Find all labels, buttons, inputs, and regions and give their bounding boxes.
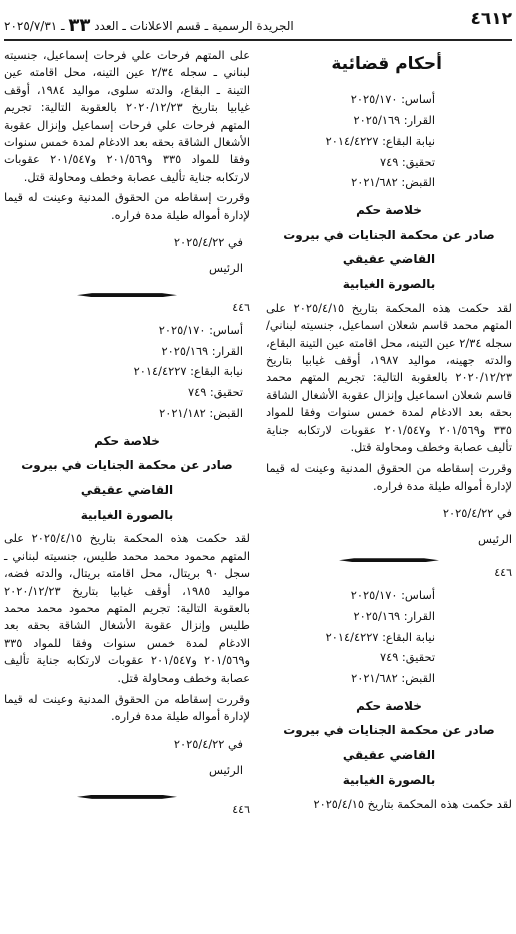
civil-rights-text: وقررت إسقاطه من الحقوق المدنية وعينت له قيما لإدارة أمواله طيلة مدة فراره. <box>266 461 512 493</box>
judge-heading: القاضي عقيقي <box>342 748 436 763</box>
court-heading: صادر عن محكمة الجنايات في بيروت <box>283 227 495 242</box>
right-column <box>266 50 512 813</box>
page-number: ٤٦١٢ <box>470 9 512 29</box>
header-date: ـ ٢٠٢٥/٧/٣١ <box>4 19 65 33</box>
case-basis: أساس: ٢٠٢٥/١٧٠ <box>350 92 435 107</box>
civil-rights-text: وقررت إسقاطه من الحقوق المدنية وعينت له قيما لإدارة أمواله طيلة مدة فراره. <box>4 692 250 724</box>
separator-ornament <box>77 293 177 297</box>
separator-rule <box>266 556 512 564</box>
judgment-date: في ٢٠٢٥/٤/٢٢ <box>442 506 512 521</box>
judgment-text: لقد حكمت هذه المحكمة بتاريخ ٢٠٢٥/٤/١٥ على المتهم محمود محمد محمد طليس، جنسيته لبناني ـ سجل ٩٠ بريتال، محل اقامته بريتال، والدته فضه، مواليد ١٩٨٥، أوقف غيابيا بتاريخ ٢٠٢٠/١٢/٢٣ بالعقوبة التالية: تجريم المتهم محمود محمد محمد طليس وإنزال عقوبة الأشغال الشاقة بحقه بعد الادغام لمدة خمس سنوات وفقا للمواد ٣٣٥ و٢٠١/٥٦٩ و٢٠١/٥٤٧ عقوبات لارتكابه جناية تأليف عصابة وخطف ومحاولة قتل. <box>4 531 251 685</box>
case-decision: القرار: ٢٠٢٥/١٦٩ <box>353 113 435 128</box>
judgment-text: على المتهم فرحات علي فرحات إسماعيل، جنسيته لبناني ـ سجله ٢/٣٤ عين التينه، محل اقامته عين التينة ـ البقاع، والدته سلوى، مواليد ١٩٨٤، أوقف غيابيا بتاريخ ٢٠٢٠/١٢/٢٣ بالعقوبة التالية: تجريم المتهم فرحات علي فرحات إسماعيل وإنزال عقوبة الأشغال الشاقة بحقه بعد الادغام لمدة خمس سنوات وفقا للمواد ٣٣٥ و٢٠١/٥٦٩ و٢٠١/٥٤٧ عقوبات لارتكابه جناية تأليف عصابة وخطف ومحاولة قتل. <box>4 48 250 184</box>
case-basis: أساس: ٢٠٢٥/١٧٠ <box>350 588 435 603</box>
judge-heading: القاضي عقيقي <box>80 482 174 497</box>
issue-number: ٣٣ <box>68 15 91 36</box>
president-label: الرئيس <box>477 532 512 547</box>
court-heading: صادر عن محكمة الجنايات في بيروت <box>21 458 233 473</box>
case-decision: القرار: ٢٠٢٥/١٦٩ <box>161 343 243 358</box>
court-heading: صادر عن محكمة الجنايات في بيروت <box>283 723 495 738</box>
case-arrest: القبض: ٢٠٢١/٦٨٢ <box>351 671 435 686</box>
case-investigation: تحقيق: ٧٤٩ <box>379 650 435 665</box>
case-prosecution: نيابة البقاع: ٢٠١٤/٤٢٢٧ <box>325 133 435 148</box>
notice-ref: ٤٤٦ <box>232 802 250 816</box>
absentia-heading: بالصورة الغيابية <box>80 507 174 522</box>
summary-heading: خلاصة حكم <box>356 698 422 713</box>
president-label: الرئيس <box>208 762 243 777</box>
judge-heading: القاضي عقيقي <box>342 252 436 267</box>
case-prosecution: نيابة البقاع: ٢٠١٤/٤٢٢٧ <box>133 364 243 379</box>
notice-ref: ٤٤٦ <box>494 566 512 580</box>
summary-heading: خلاصة حكم <box>94 433 160 448</box>
summary-heading: خلاصة حكم <box>356 202 422 217</box>
notice-ref: ٤٤٦ <box>232 301 250 315</box>
president-label: الرئيس <box>208 261 243 276</box>
page-header <box>4 9 512 36</box>
case-prosecution: نيابة البقاع: ٢٠١٤/٤٢٢٧ <box>325 629 435 644</box>
header-rule <box>4 39 512 41</box>
separator-rule <box>4 793 250 801</box>
case-investigation: تحقيق: ٧٤٩ <box>187 385 243 400</box>
separator-ornament <box>77 795 177 799</box>
judgment-text: لقد حكمت هذه المحكمة بتاريخ ٢٠٢٥/٤/١٥ <box>313 796 512 811</box>
header-title <box>4 14 294 35</box>
separator-ornament <box>339 558 439 562</box>
case-investigation: تحقيق: ٧٤٩ <box>379 154 435 169</box>
case-arrest: القبض: ٢٠٢١/١٨٢ <box>159 405 243 420</box>
header-title-text: الجريدة الرسمية ـ قسم الاعلانات ـ العدد <box>94 19 294 33</box>
case-arrest: القبض: ٢٠٢١/٦٨٢ <box>351 175 435 190</box>
separator-rule <box>4 291 250 299</box>
left-column <box>4 47 250 818</box>
absentia-heading: بالصورة الغيابية <box>342 772 436 787</box>
judgment-text: لقد حكمت هذه المحكمة بتاريخ ٢٠٢٥/٤/١٥ على المتهم محمد قاسم شعلان اسماعيل، جنسيته لبناني/ سجله ٢/٣٤ عين التينه، محل اقامته عين التينة البقاع، والدته جهينه، مواليد ١٩٨٧، أوقف غيابيا بتاريخ ٢٠٢٠/١٢/٢٣ بالعقوبة التالية: تجريم المتهم محمد قاسم شعلان اسماعيل وإنزال عقوبة الأشغال الشاقة بحقه بعد الادغام لمدة خمس سنوات وفقا للمواد ٣٣٥ و٢٠١/٥٦٩ و٢٠١/٥٤٧ عقوبات لارتكابه جناية تأليف عصابة وخطف ومحاولة قتل. <box>266 300 513 454</box>
civil-rights-text: وقررت إسقاطه من الحقوق المدنية وعينت له قيما لإدارة أمواله طيلة مدة فراره. <box>4 190 250 222</box>
section-title: أحكام قضائية <box>331 54 442 74</box>
judgment-date: في ٢٠٢٥/٤/٢٢ <box>173 235 243 250</box>
case-decision: القرار: ٢٠٢٥/١٦٩ <box>353 608 435 623</box>
absentia-heading: بالصورة الغيابية <box>342 277 436 292</box>
case-basis: أساس: ٢٠٢٥/١٧٠ <box>158 323 243 338</box>
judgment-date: في ٢٠٢٥/٤/٢٢ <box>173 736 243 751</box>
